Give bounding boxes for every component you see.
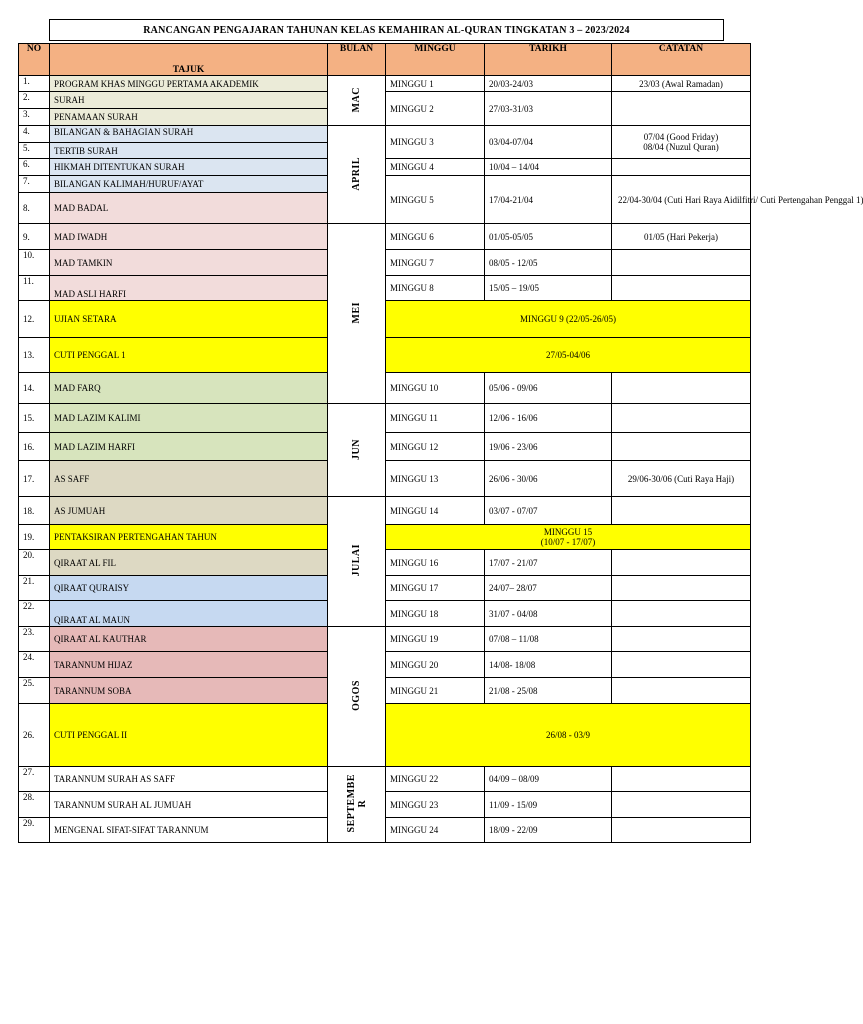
note-cell xyxy=(612,126,751,159)
topic-cell: MENGENAL SIFAT-SIFAT TARANNUM xyxy=(50,818,328,843)
teaching-plan-table xyxy=(18,43,863,843)
note-cell xyxy=(612,373,751,404)
header-catatan: CATATAN xyxy=(612,44,751,76)
topic-cell: AS SAFF xyxy=(50,461,328,497)
table-row xyxy=(19,497,751,525)
row-number: 5. xyxy=(19,143,50,159)
topic-cell: BILANGAN KALIMAH/HURUF/AYAT xyxy=(50,176,328,193)
note-cell xyxy=(612,792,751,818)
week-cell: MINGGU 19 xyxy=(386,627,485,652)
note-cell xyxy=(612,678,751,704)
week-cell: MINGGU 18 xyxy=(386,601,485,627)
topic-cell: TARANNUM SURAH AS SAFF xyxy=(50,767,328,792)
note-cell xyxy=(612,433,751,461)
week-cell: MINGGU 13 xyxy=(386,461,485,497)
week-cell: MINGGU 20 xyxy=(386,652,485,678)
note-cell xyxy=(612,92,751,126)
row-number: 29. xyxy=(19,818,50,843)
date-cell: 27/03-31/03 xyxy=(485,92,612,126)
row-number: 9. xyxy=(19,224,50,250)
week-cell: MINGGU 16 xyxy=(386,550,485,576)
row-number: 8. xyxy=(19,193,50,224)
week-cell: MINGGU 10 xyxy=(386,373,485,404)
document-title: RANCANGAN PENGAJARAN TAHUNAN KELAS KEMAHIRAN AL-QURAN TINGKATAN 3 – 2023/2024 xyxy=(49,19,724,41)
note-cell xyxy=(612,627,751,652)
date-cell: 20/03-24/03 xyxy=(485,76,612,92)
note-cell: 29/06-30/06 (Cuti Raya Haji) xyxy=(612,461,751,497)
topic-cell: QIRAAT AL FIL xyxy=(50,550,328,576)
note-cell: 23/03 (Awal Ramadan) xyxy=(612,76,751,92)
topic-cell: MAD TAMKIN xyxy=(50,250,328,276)
header-tarikh: TARIKH xyxy=(485,44,612,76)
row-number: 18. xyxy=(19,497,50,525)
row-number: 15. xyxy=(19,404,50,433)
topic-cell: HIKMAH DITENTUKAN SURAH xyxy=(50,159,328,176)
date-cell: 07/08 – 11/08 xyxy=(485,627,612,652)
week-cell: MINGGU 7 xyxy=(386,250,485,276)
note-cell: 01/05 (Hari Pekerja) xyxy=(612,224,751,250)
date-cell: 08/05 - 12/05 xyxy=(485,250,612,276)
week-cell: MINGGU 22 xyxy=(386,767,485,792)
date-cell: 10/04 – 14/04 xyxy=(485,159,612,176)
date-cell: 21/08 - 25/08 xyxy=(485,678,612,704)
header-no: NO xyxy=(19,44,50,76)
row-number: 13. xyxy=(19,338,50,373)
date-cell: 03/07 - 07/07 xyxy=(485,497,612,525)
note-cell xyxy=(612,550,751,576)
month-label: OGOS xyxy=(351,680,362,711)
date-cell: 12/06 - 16/06 xyxy=(485,404,612,433)
month-mac xyxy=(328,76,386,126)
header-tajuk: TAJUK xyxy=(50,44,328,76)
note-cell: 22/04-30/04 (Cuti Hari Raya Aidilfitri/ Cuti Pertengahan Penggal 1) xyxy=(612,176,751,224)
row-number: 16. xyxy=(19,433,50,461)
topic-cell: MAD FARQ xyxy=(50,373,328,404)
date-cell: 17/04-21/04 xyxy=(485,176,612,224)
topic-cell: MAD BADAL xyxy=(50,193,328,224)
table-row xyxy=(19,126,751,143)
row-number: 4. xyxy=(19,126,50,143)
header-minggu: MINGGU xyxy=(386,44,485,76)
date-cell: 19/06 - 23/06 xyxy=(485,433,612,461)
topic-cell: QIRAAT AL KAUTHAR xyxy=(50,627,328,652)
note-cell xyxy=(612,767,751,792)
topic-cell: CUTI PENGGAL II xyxy=(50,704,328,767)
week-cell: MINGGU 8 xyxy=(386,276,485,301)
topic-cell: QIRAAT AL MAUN xyxy=(50,601,328,627)
row-number: 28. xyxy=(19,792,50,818)
header-row xyxy=(19,44,751,76)
note-cell xyxy=(612,497,751,525)
week-cell: MINGGU 17 xyxy=(386,576,485,601)
table-row xyxy=(19,76,751,92)
date-cell: 05/06 - 09/06 xyxy=(485,373,612,404)
row-number: 2. xyxy=(19,92,50,109)
note-cell xyxy=(612,576,751,601)
month-label: APRIL xyxy=(351,156,362,191)
week-cell: MINGGU 1 xyxy=(386,76,485,92)
row-number: 14. xyxy=(19,373,50,404)
exam-week-cell: MINGGU 9 (22/05-26/05) xyxy=(386,301,751,338)
topic-cell: AS JUMUAH xyxy=(50,497,328,525)
row-number: 10. xyxy=(19,250,50,276)
topic-cell: TARANNUM SOBA xyxy=(50,678,328,704)
week-cell: MINGGU 6 xyxy=(386,224,485,250)
month-april xyxy=(328,126,386,224)
topic-cell: TARANNUM HIJAZ xyxy=(50,652,328,678)
week-cell: MINGGU 2 xyxy=(386,92,485,126)
topic-cell: PENAMAAN SURAH xyxy=(50,109,328,126)
week-cell: MINGGU 24 xyxy=(386,818,485,843)
date-cell: 01/05-05/05 xyxy=(485,224,612,250)
week-cell: MINGGU 4 xyxy=(386,159,485,176)
topic-cell: MAD IWADH xyxy=(50,224,328,250)
table-row xyxy=(19,404,751,433)
assessment-week-cell xyxy=(386,525,751,550)
note-cell xyxy=(612,276,751,301)
row-number: 22. xyxy=(19,601,50,627)
date-cell: 11/09 - 15/09 xyxy=(485,792,612,818)
note-cell xyxy=(612,250,751,276)
month-mei xyxy=(328,224,386,404)
date-cell: 03/04-07/04 xyxy=(485,126,612,159)
topic-cell: MAD LAZIM KALIMI xyxy=(50,404,328,433)
date-cell: 14/08- 18/08 xyxy=(485,652,612,678)
month-label: MAC xyxy=(351,86,362,113)
date-cell: 18/09 - 22/09 xyxy=(485,818,612,843)
row-number: 24. xyxy=(19,652,50,678)
month-label: SEPTEMBE R xyxy=(345,774,368,833)
holiday-cell: 26/08 - 03/9 xyxy=(386,704,751,767)
note-cell xyxy=(612,404,751,433)
row-number: 6. xyxy=(19,159,50,176)
month-label: JUN xyxy=(351,438,362,460)
row-number: 21. xyxy=(19,576,50,601)
row-number: 23. xyxy=(19,627,50,652)
note-line: 08/04 (Nuzul Quran) xyxy=(643,142,719,152)
header-bulan: BULAN xyxy=(328,44,386,76)
topic-cell: PROGRAM KHAS MINGGU PERTAMA AKADEMIK xyxy=(50,76,328,92)
merged-line: (10/07 - 17/07) xyxy=(540,537,596,547)
week-cell: MINGGU 12 xyxy=(386,433,485,461)
row-number: 3. xyxy=(19,109,50,126)
note-cell xyxy=(612,818,751,843)
row-number: 11. xyxy=(19,276,50,301)
month-september xyxy=(328,767,386,843)
week-cell: MINGGU 21 xyxy=(386,678,485,704)
month-label: MEI xyxy=(351,301,362,324)
date-cell: 31/07 - 04/08 xyxy=(485,601,612,627)
row-number: 12. xyxy=(19,301,50,338)
note-cell xyxy=(612,159,751,176)
topic-cell: UJIAN SETARA xyxy=(50,301,328,338)
holiday-cell: 27/05-04/06 xyxy=(386,338,751,373)
table-row xyxy=(19,627,751,652)
week-cell: MINGGU 5 xyxy=(386,176,485,224)
week-cell: MINGGU 23 xyxy=(386,792,485,818)
date-cell: 04/09 – 08/09 xyxy=(485,767,612,792)
merged-line: MINGGU 15 xyxy=(543,527,593,537)
month-ogos xyxy=(328,627,386,767)
row-number: 20. xyxy=(19,550,50,576)
topic-cell: MAD ASLI HARFI xyxy=(50,276,328,301)
row-number: 25. xyxy=(19,678,50,704)
date-cell: 26/06 - 30/06 xyxy=(485,461,612,497)
week-cell: MINGGU 3 xyxy=(386,126,485,159)
week-cell: MINGGU 14 xyxy=(386,497,485,525)
table-row xyxy=(19,767,751,792)
row-number: 26. xyxy=(19,704,50,767)
topic-cell: TARANNUM SURAH AL JUMUAH xyxy=(50,792,328,818)
week-cell: MINGGU 11 xyxy=(386,404,485,433)
month-label: JULAI xyxy=(351,544,362,577)
topic-cell: BILANGAN & BAHAGIAN SURAH xyxy=(50,126,328,143)
note-line: 07/04 (Good Friday) xyxy=(643,132,719,142)
date-cell: 17/07 - 21/07 xyxy=(485,550,612,576)
topic-cell: PENTAKSIRAN PERTENGAHAN TAHUN xyxy=(50,525,328,550)
date-cell: 24/07– 28/07 xyxy=(485,576,612,601)
note-cell xyxy=(612,601,751,627)
row-number: 19. xyxy=(19,525,50,550)
topic-cell: QIRAAT QURAISY xyxy=(50,576,328,601)
row-number: 17. xyxy=(19,461,50,497)
topic-cell: TERTIB SURAH xyxy=(50,143,328,159)
row-number: 27. xyxy=(19,767,50,792)
topic-cell: CUTI PENGGAL 1 xyxy=(50,338,328,373)
table-row xyxy=(19,224,751,250)
topic-cell: MAD LAZIM HARFI xyxy=(50,433,328,461)
date-cell: 15/05 – 19/05 xyxy=(485,276,612,301)
row-number: 1. xyxy=(19,76,50,92)
month-jun xyxy=(328,404,386,497)
note-cell xyxy=(612,652,751,678)
month-julai xyxy=(328,497,386,627)
topic-cell: SURAH xyxy=(50,92,328,109)
row-number: 7. xyxy=(19,176,50,193)
